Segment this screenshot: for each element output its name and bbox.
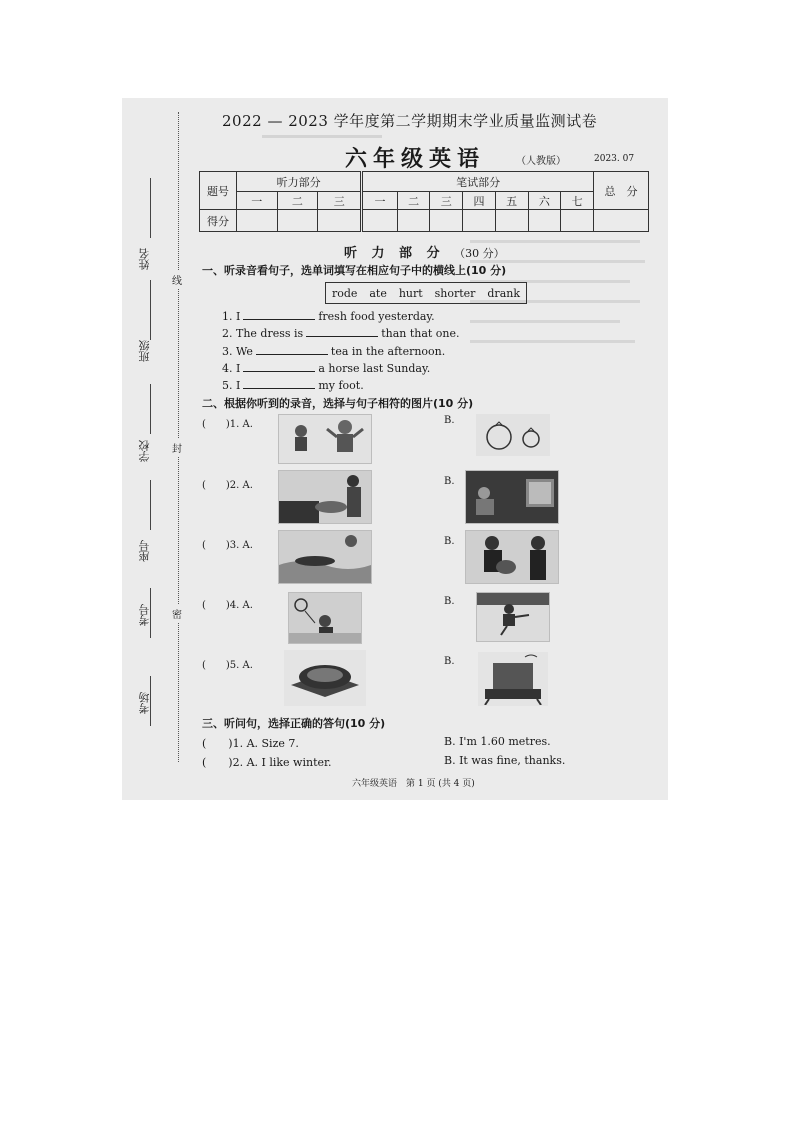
written-col: 一 xyxy=(362,192,397,210)
binding-dotted-line xyxy=(178,112,179,762)
sentence-end: a horse last Sunday. xyxy=(318,362,431,375)
score-cell[interactable] xyxy=(277,210,318,232)
page-footer: 六年级英语 第 1 页 (共 4 页) xyxy=(352,779,475,789)
option-a-picture-cooking xyxy=(278,470,372,524)
fill-sentence xyxy=(222,326,460,340)
word-bank-item: hurt xyxy=(398,286,423,300)
score-cell[interactable] xyxy=(430,210,463,232)
name-label: 姓名 xyxy=(138,248,151,270)
class-label: 班级 xyxy=(138,340,151,362)
written-col: 七 xyxy=(561,192,594,210)
fill-sentence xyxy=(222,309,435,323)
option-a-picture-badminton xyxy=(288,592,362,644)
sentence-start: 5. I xyxy=(222,379,241,392)
score-cell[interactable] xyxy=(397,210,430,232)
sentence-end: tea in the afternoon. xyxy=(330,345,446,358)
exam-number-label: 考号 xyxy=(138,604,151,626)
score-cell[interactable] xyxy=(528,210,561,232)
picture-question: ( )1. A. xyxy=(202,419,253,430)
listening-heading-text: 听 力 部 分 xyxy=(344,246,445,261)
option-b-picture-building xyxy=(478,652,548,706)
answer-blank[interactable] xyxy=(243,361,315,372)
sentence-end: my foot. xyxy=(318,379,364,392)
score-cell[interactable] xyxy=(318,210,362,232)
item-number-header: 题号 xyxy=(200,172,237,210)
sidebar-rule xyxy=(150,480,151,530)
listening-points: （30 分） xyxy=(454,247,505,260)
score-cell[interactable] xyxy=(362,210,397,232)
option-b-picture-watching-tv xyxy=(465,470,559,524)
written-col: 三 xyxy=(430,192,463,210)
written-col: 二 xyxy=(397,192,430,210)
part3-title: 三、听问句，选择正确的答句(10 分) xyxy=(202,717,386,730)
answer-blank[interactable] xyxy=(243,378,315,389)
sentence-end: fresh food yesterday. xyxy=(318,310,435,323)
option-b-label: B. xyxy=(444,656,455,667)
option-b-label: B. xyxy=(444,536,455,547)
word-bank-item: rode xyxy=(331,286,358,300)
listening-col: 三 xyxy=(318,192,362,210)
sentence-start: 4. I xyxy=(222,362,241,375)
answer-question: ( )1. A. Size 7. xyxy=(202,737,299,750)
sidebar-rule xyxy=(150,280,151,340)
fill-sentence xyxy=(222,378,364,392)
edition-label: （人教版） xyxy=(516,156,566,167)
exam-room-label: 考场 xyxy=(138,692,151,714)
written-part-header: 笔试部分 xyxy=(362,172,594,192)
answer-blank[interactable] xyxy=(243,309,315,320)
fill-sentence xyxy=(222,344,445,358)
option-a-picture-boys xyxy=(278,414,372,464)
score-cell[interactable] xyxy=(495,210,528,232)
written-col: 五 xyxy=(495,192,528,210)
answer-question: ( )2. A. I like winter. xyxy=(202,756,332,769)
score-cell[interactable] xyxy=(561,210,594,232)
option-b-label: B. xyxy=(444,415,455,426)
option-b-label: B. xyxy=(444,476,455,487)
word-bank-item: ate xyxy=(369,286,387,300)
score-cell[interactable] xyxy=(594,210,649,232)
picture-question: ( )4. A. xyxy=(202,600,253,611)
seal-char-seal: 封 xyxy=(172,438,182,457)
option-b-picture-guitar xyxy=(465,530,559,584)
written-col: 四 xyxy=(463,192,496,210)
total-score-header: 总 分 xyxy=(594,172,649,210)
subject-title: 六年级英语 xyxy=(345,146,486,172)
score-table xyxy=(199,171,649,232)
picture-question: ( )5. A. xyxy=(202,660,253,671)
picture-question: ( )2. A. xyxy=(202,480,253,491)
sidebar-rule xyxy=(150,178,151,238)
sentence-start: 1. I xyxy=(222,310,241,323)
answer-option-b: B. It was fine, thanks. xyxy=(444,754,566,767)
word-bank-item: drank xyxy=(487,286,520,300)
option-a-picture-stadium xyxy=(284,650,366,706)
option-b-picture-tomatoes xyxy=(476,414,550,456)
part2-title: 二、根据你听到的录音，选择与句子相符的图片(10 分) xyxy=(202,397,474,410)
part1-title: 一、听录音看句子，选单词填写在相应句子中的横线上(10 分) xyxy=(202,264,507,277)
score-cell[interactable] xyxy=(463,210,496,232)
picture-question: ( )3. A. xyxy=(202,540,253,551)
sentence-end: than that one. xyxy=(381,327,460,340)
listening-part-header: 听力部分 xyxy=(237,172,362,192)
listening-col: 二 xyxy=(277,192,318,210)
sentence-start: 2. The dress is xyxy=(222,327,304,340)
seal-char-secret: 密 xyxy=(172,604,182,623)
written-col: 六 xyxy=(528,192,561,210)
option-a-picture-swimming xyxy=(278,530,372,584)
score-cell[interactable] xyxy=(237,210,278,232)
score-row-header: 得分 xyxy=(200,210,237,232)
sentence-start: 3. We xyxy=(222,345,253,358)
sidebar-rule xyxy=(150,384,151,434)
answer-blank[interactable] xyxy=(306,326,378,337)
seat-number-label: 座号 xyxy=(138,540,151,562)
listening-section-heading xyxy=(344,242,505,261)
fill-sentence xyxy=(222,361,430,375)
answer-option-b: B. I'm 1.60 metres. xyxy=(444,735,551,748)
answer-blank[interactable] xyxy=(256,344,328,355)
school-label: 学校 xyxy=(138,440,151,462)
listening-col: 一 xyxy=(237,192,278,210)
seal-char-line: 线 xyxy=(172,270,182,289)
word-bank-item: shorter xyxy=(434,286,476,300)
option-b-picture-skating xyxy=(476,592,550,642)
word-bank xyxy=(325,282,527,304)
exam-date: 2023. 07 xyxy=(594,154,635,164)
exam-title: 2022 — 2023 学年度第二学期期末学业质量监测试卷 xyxy=(222,112,598,130)
option-b-label: B. xyxy=(444,596,455,607)
